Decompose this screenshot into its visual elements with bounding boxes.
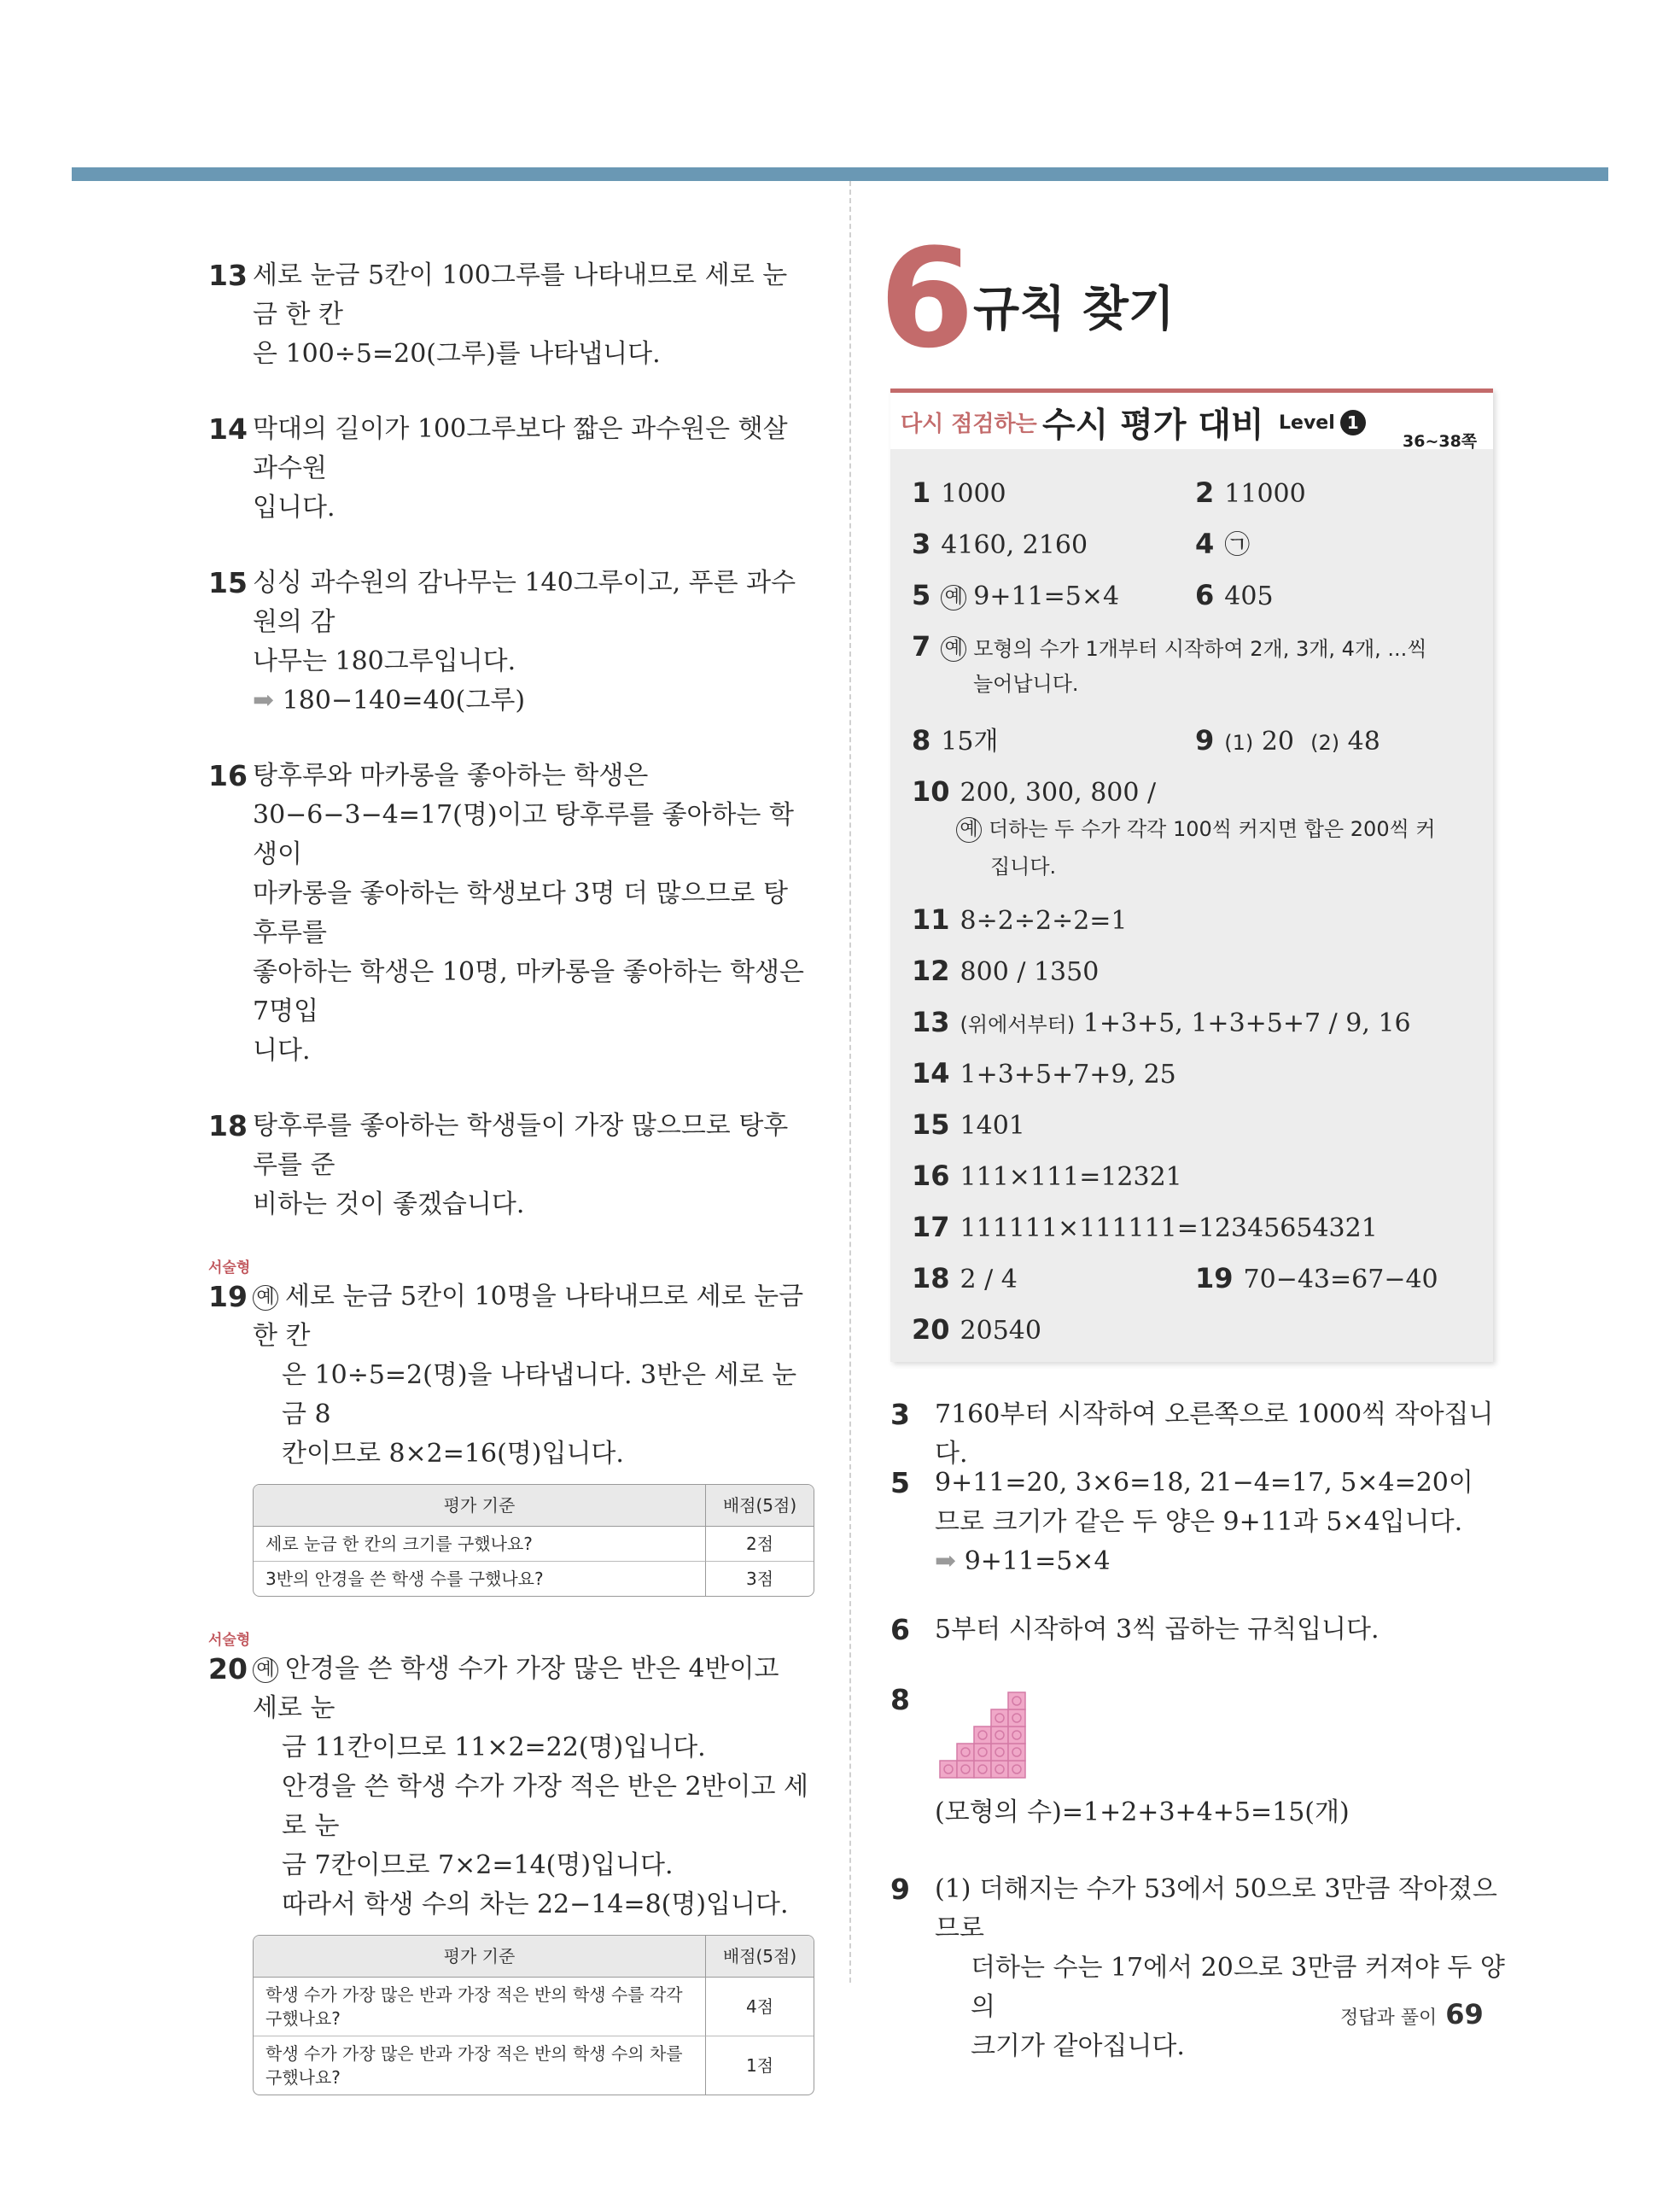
box-title: 수시 평가 대비 [1042,406,1264,445]
answer-number: 12 [912,955,950,987]
cube [991,1709,1008,1727]
answer-value: 1401 [960,1111,1025,1141]
answer-value: 9+11=5×4 [973,581,1120,611]
grading-table [253,1484,814,1597]
grading-table [253,1935,814,2095]
answer-18 [912,1260,1018,1298]
answer-6 [1195,577,1274,615]
answer-number: 18 [912,1262,950,1294]
text-line: 금 7칸이므로 7×2=14(명)입니다. [282,1850,674,1880]
answer-20 [912,1312,1041,1349]
solution-19 [208,1259,811,1597]
text-line: 9+11=20, 3×6=18, 21−4=17, 5×4=20이 [935,1468,1473,1498]
table-header: 배점(5점) [705,1936,814,1978]
text-line: 안경을 쓴 학생 수가 가장 많은 반은 4반이고 세로 눈 [253,1654,779,1723]
answer-number: 8 [912,724,931,757]
page-number: 69 [1445,1998,1484,2030]
text-line: 세로 눈금 5칸이 100그루를 나타내므로 세로 눈금 한 칸 [253,260,788,330]
question-number: 8 [890,1683,910,1716]
sub-label: (2) [1310,731,1340,755]
answer-number: 9 [1195,724,1215,757]
cube [991,1744,1008,1761]
answer-box-header [890,393,1493,449]
example-mark-icon: 예 [941,585,966,611]
answer-11 [912,902,1128,939]
text-line: 므로 크기가 같은 두 양은 9+11과 5×4입니다. [935,1507,1463,1537]
cube [974,1727,991,1744]
answer-value: 1000 [941,479,1006,509]
chapter-title: 규칙 찾기 [973,282,1175,337]
cube [1008,1744,1025,1761]
answer-number: 13 [912,1006,950,1038]
solution-15 [208,564,811,721]
cube [991,1727,1008,1744]
answer-value: 20 [1261,727,1294,757]
text-line: 크기가 같아집니다. [971,2031,1185,2061]
footer-label: 정답과 풀이 [1340,2007,1438,2029]
essay-tag: 서술형 [208,1632,251,1649]
table-cell: 학생 수가 가장 많은 반과 가장 적은 반의 학생 수를 각각 구했나요? [265,1984,683,2029]
cube [1008,1761,1025,1778]
result-line [935,1542,1505,1581]
box-subtitle: 다시 점검하는 [901,412,1037,437]
answer-number: 4 [1195,528,1215,560]
answer-value: 70−43=67−40 [1243,1265,1438,1294]
answer-value: 모형의 수가 1개부터 시작하여 2개, 3개, 4개, ...씩 [973,637,1427,661]
answer-number: 15 [912,1108,950,1141]
answer-value: 405 [1224,581,1274,611]
level-badge: 1 [1340,410,1366,435]
text-line: 나무는 180그루입니다. [253,646,516,676]
text-line: 마카롱을 좋아하는 학생보다 3명 더 많으므로 탕후루를 [253,879,788,948]
answer-number: 14 [912,1057,950,1090]
example-mark-icon: 예 [253,1285,278,1311]
arrow-icon: ➡ [253,686,275,716]
answer-number: 20 [912,1313,950,1346]
answer-value: 200, 300, 800 / [960,778,1157,808]
left-column [208,256,811,2131]
question-number: 3 [890,1398,910,1431]
text-line: 탕후루를 좋아하는 학생들이 가장 많으므로 탕후루를 준 [253,1111,789,1180]
answer-10-cont [956,811,1436,847]
text-line: (모형의 수)=1+2+3+4+5=15(개) [935,1797,1350,1827]
result-text: 9+11=5×4 [964,1546,1111,1576]
answer-13 [912,1004,1411,1043]
answer-value: 11000 [1224,479,1306,509]
answer-number: 1 [912,476,931,509]
table-cell: 1점 [705,2036,814,2095]
question-number: 20 [208,1652,248,1686]
table-header: 평가 기준 [254,1485,705,1527]
answer-10 [912,774,1156,811]
answer-number: 2 [1195,476,1215,509]
answer-17 [912,1209,1378,1247]
arrow-icon: ➡ [935,1546,957,1576]
result-line [253,681,811,721]
answer-value: 111×111=12321 [960,1162,1182,1192]
answer-4 [1195,526,1250,564]
text-line: 싱싱 과수원의 감나무는 140그루이고, 푸른 과수원의 감 [253,568,796,637]
answer-15 [912,1107,1025,1144]
answer-7-cont: 늘어납니다. [973,672,1079,696]
answer-value: 1+3+5+7+9, 25 [960,1060,1176,1090]
question-number: 19 [208,1280,248,1313]
answer-8 [912,722,998,760]
explain-9 [890,1870,1505,2066]
answer-value: 4160, 2160 [941,530,1088,560]
answer-7 [912,628,1426,667]
answer-1 [912,475,1006,512]
text-line: 7160부터 시작하여 오른쪽으로 1000씩 작아집니다. [935,1399,1494,1469]
text-line: 안경을 쓴 학생 수가 가장 적은 반은 2반이고 세로 눈 [282,1772,809,1841]
answer-value: 15개 [941,727,999,757]
sub-label: (1) [1224,731,1254,755]
text-line: (1) 더해지는 수가 53에서 50으로 3만큼 작아졌으므로 [935,1874,1497,1943]
answer-10-cont2: 집니다. [990,855,1057,879]
solution-14 [208,410,811,528]
page-footer [1340,1998,1484,2030]
text-line: 탕후루와 마카롱을 좋아하는 학생은 [253,761,649,791]
level-label [1279,410,1366,435]
cube [957,1761,974,1778]
table-header: 평가 기준 [254,1936,705,1978]
top-header-bar [72,167,1608,181]
text-line: 니다. [253,1036,311,1066]
table-cell: 4점 [705,1978,814,2036]
solution-20 [208,1632,811,2095]
answer-prefix: (위에서부터) [960,1013,1076,1037]
answer-number: 17 [912,1211,950,1243]
answer-19 [1195,1260,1438,1298]
cube [991,1761,1008,1778]
answer-number: 3 [912,528,931,560]
answer-value: 111111×111111=12345654321 [960,1213,1378,1243]
cube [974,1761,991,1778]
question-number: 13 [208,259,248,292]
answer-value: ㉠ [1224,530,1251,560]
answer-number: 11 [912,903,950,936]
explain-6 [890,1610,1505,1650]
table-cell: 2점 [705,1527,814,1561]
cube [974,1744,991,1761]
solution-18 [208,1107,811,1224]
text-line: 금 11칸이므로 11×2=22(명)입니다. [282,1732,706,1762]
answer-number: 19 [1195,1262,1234,1294]
example-mark-icon: 예 [253,1657,278,1683]
text-line: 더하는 수는 17에서 20으로 3만큼 커져야 두 양의 [971,1953,1505,2022]
answer-14 [912,1055,1176,1093]
text-line: 은 10÷5=2(명)을 나타냅니다. 3반은 세로 눈금 8 [282,1360,797,1429]
explain-5 [890,1464,1505,1581]
question-number: 15 [208,566,248,599]
answer-number: 5 [912,579,931,611]
result-text: 180−140=40(그루) [282,686,526,716]
text-line: 은 100÷5=20(그루)를 나타냅니다. [253,339,661,369]
text-line: 칸이므로 8×2=16(명)입니다. [282,1439,624,1469]
answer-value: 더하는 두 수가 각각 100씩 커지면 합은 200씩 커 [989,817,1436,841]
answer-2 [1195,475,1306,512]
page-range: 36~38쪽 [1403,432,1478,451]
cube [1008,1727,1025,1744]
answer-value: 800 / 1350 [960,957,1100,987]
text-line: 세로 눈금 5칸이 10명을 나타내므로 세로 눈금 한 칸 [253,1282,804,1351]
chapter-number: 6 [879,219,975,378]
answer-value: 20540 [960,1316,1041,1346]
table-cell: 3반의 안경을 쓴 학생 수를 구했나요? [254,1561,705,1596]
solution-13 [208,256,811,374]
cube [1008,1709,1025,1727]
cube [1008,1692,1025,1709]
solution-16 [208,757,811,1071]
text-line: 비하는 것이 좋겠습니다. [253,1189,525,1219]
answer-3 [912,526,1088,564]
explain-8 [890,1680,1505,1832]
example-mark-icon: 예 [941,636,966,662]
question-number: 6 [890,1613,910,1646]
answer-12 [912,953,1099,990]
table-cell: 세로 눈금 한 칸의 크기를 구했나요? [265,1534,533,1554]
answer-16 [912,1158,1182,1195]
table-cell: 학생 수가 가장 많은 반과 가장 적은 반의 학생 수의 차를 구했나요? [254,2036,705,2095]
text-line: 30−6−3−4=17(명)이고 탕후루를 좋아하는 학생이 [253,800,794,869]
answer-number: 10 [912,775,950,808]
text-line: 입니다. [253,493,335,523]
answer-value: 8÷2÷2÷2=1 [960,906,1128,936]
text-line: 5부터 시작하여 3씩 곱하는 규칙입니다. [935,1615,1380,1645]
text-line: 좋아하는 학생은 10명, 마카롱을 좋아하는 학생은 7명입 [253,957,805,1026]
answer-value: 1+3+5, 1+3+5+7 / 9, 16 [1082,1008,1411,1038]
staircase-blocks-icon [935,1686,1034,1785]
answer-number: 6 [1195,579,1215,611]
table-header: 배점(5점) [705,1485,814,1527]
explain-3 [890,1395,1505,1474]
cube [940,1761,957,1778]
answer-number: 16 [912,1160,950,1192]
question-number: 9 [890,1873,910,1906]
table-cell: 3점 [705,1561,814,1596]
answer-9 [1195,722,1380,761]
question-number: 18 [208,1109,248,1142]
question-number: 16 [208,759,248,792]
text-line: 따라서 학생 수의 차는 22−14=8(명)입니다. [282,1890,789,1919]
question-number: 5 [890,1466,910,1499]
level-text: Level [1279,412,1335,434]
column-divider [849,181,851,1983]
answer-number: 7 [912,630,931,663]
example-mark-icon: 예 [956,817,982,843]
text-line: 막대의 길이가 100그루보다 짧은 과수원은 햇살 과수원 [253,414,788,483]
cube [957,1744,974,1761]
answer-value: 48 [1347,727,1380,757]
question-number: 14 [208,412,248,446]
answer-5 [912,577,1119,615]
answer-value: 2 / 4 [960,1265,1018,1294]
essay-tag: 서술형 [208,1259,251,1277]
